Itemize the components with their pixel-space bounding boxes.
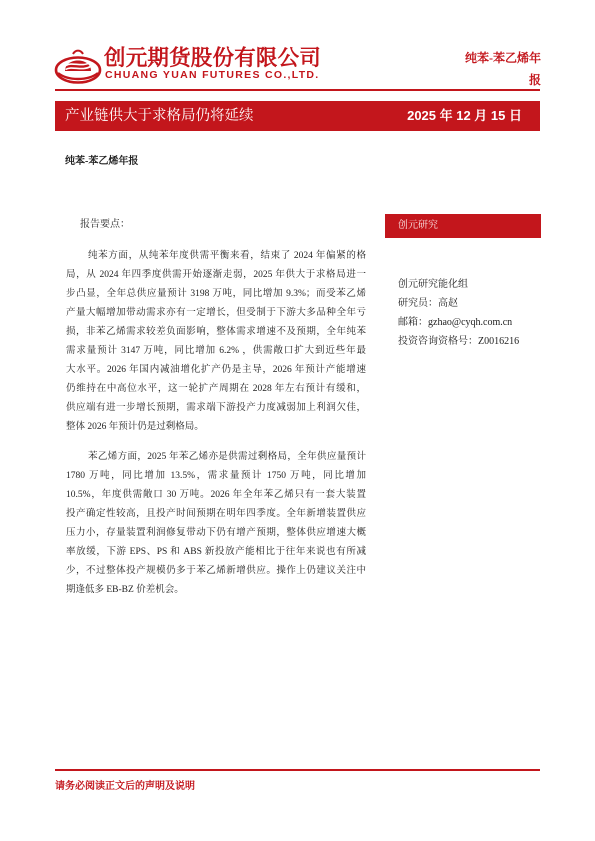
footer-disclaimer: 请务必阅读正文后的声明及说明	[55, 781, 195, 792]
summary-line: 步凸显，全年总供应量预计 3198 万吨，同比增加 9.3%；而受苯乙烯	[66, 288, 366, 299]
report-category-label: 纯苯-苯乙烯年报	[65, 156, 139, 167]
summary-line: 整体 2026 年预计仍是过剩格局。	[66, 422, 204, 433]
sidebar-email: 邮箱：gzhao@cyqh.com.cn	[398, 316, 513, 328]
banner-headline: 产业链供大于求格局仍将延续	[65, 108, 254, 124]
summary-line: 损，非苯乙烯需求较差负面影响，整体需求增速不及预期，全年纯苯	[66, 326, 366, 337]
summary-line: 期逢低多 EB-BZ 价差机会。	[66, 585, 184, 596]
summary-line: 苯乙烯方面，2025 年苯乙烯亦是供需过剩格局，全年供应量预计	[88, 451, 366, 462]
title-banner	[55, 101, 540, 131]
footer-divider	[55, 769, 540, 771]
sidebar-section-bar	[385, 214, 541, 238]
summary-line: 率放缓，下游 EPS、PS 和 ABS 新投放产能相比于往年来说也有所减	[66, 546, 366, 557]
sidebar-license: 投资咨询资格号：Z0016216	[398, 335, 520, 347]
header-divider	[55, 89, 540, 91]
summary-line: 局，从 2024 年四季度供需开始逐渐走弱，2025 年供大于求格局进一	[66, 269, 366, 280]
summary-heading: 报告要点：	[80, 219, 130, 230]
sidebar-researcher: 研究员：高赵	[398, 297, 458, 309]
summary-line: 少，不过整体投产规模仍多于苯乙烯新增供应。操作上仍建议关注中	[66, 566, 366, 577]
banner-date: 2025 年 12 月 15 日	[407, 108, 522, 123]
summary-line: 产量大幅增加带动需求亦有一定增长，但受制于下游大多品种全年亏	[66, 307, 366, 318]
sidebar-section-label: 创元研究	[398, 220, 438, 231]
company-name-en: CHUANG YUAN FUTURES CO.,LTD.	[105, 69, 320, 81]
summary-line: 供应端有进一步增长预期，需求端下游投产力度减弱加上利润欠佳，	[66, 403, 366, 414]
summary-line: 1780 万吨，同比增加 13.5%，需求量预计 1750 万吨，同比增加	[66, 470, 366, 481]
company-logo-icon	[54, 46, 102, 86]
summary-line: 需求量预计 3147 万吨，同比增加 6.2% ，供需敞口扩大到近些年最	[66, 345, 366, 356]
report-type-label: 纯苯-苯乙烯年报	[465, 51, 541, 87]
summary-line: 大水平。2026 年国内减油增化扩产仍是主导，2026 年预计产能增速	[66, 365, 366, 376]
summary-line: 纯苯方面，从纯苯年度供需平衡来看，结束了 2024 年偏紧的格	[88, 250, 366, 261]
company-name-cn: 创元期货股份有限公司	[104, 46, 322, 70]
summary-paragraph	[66, 448, 366, 601]
summary-line: 仍维持在中高位水平，这一轮扩产周期在 2028 年左右预计有缓和，	[66, 384, 366, 395]
summary-paragraph	[66, 247, 366, 438]
summary-line: 投产确定性较高，且投产时间预期在明年四季度。全年新增装置供应	[66, 508, 366, 519]
sidebar-team: 创元研究能化组	[398, 278, 468, 290]
summary-line: 压力小，存量装置利润修复带动下仍有增产预期，整体供应增速大概	[66, 527, 366, 538]
summary-line: 10.5%，年度供需敞口 30 万吨。2026 年全年苯乙烯只有一套大装置	[66, 489, 366, 500]
